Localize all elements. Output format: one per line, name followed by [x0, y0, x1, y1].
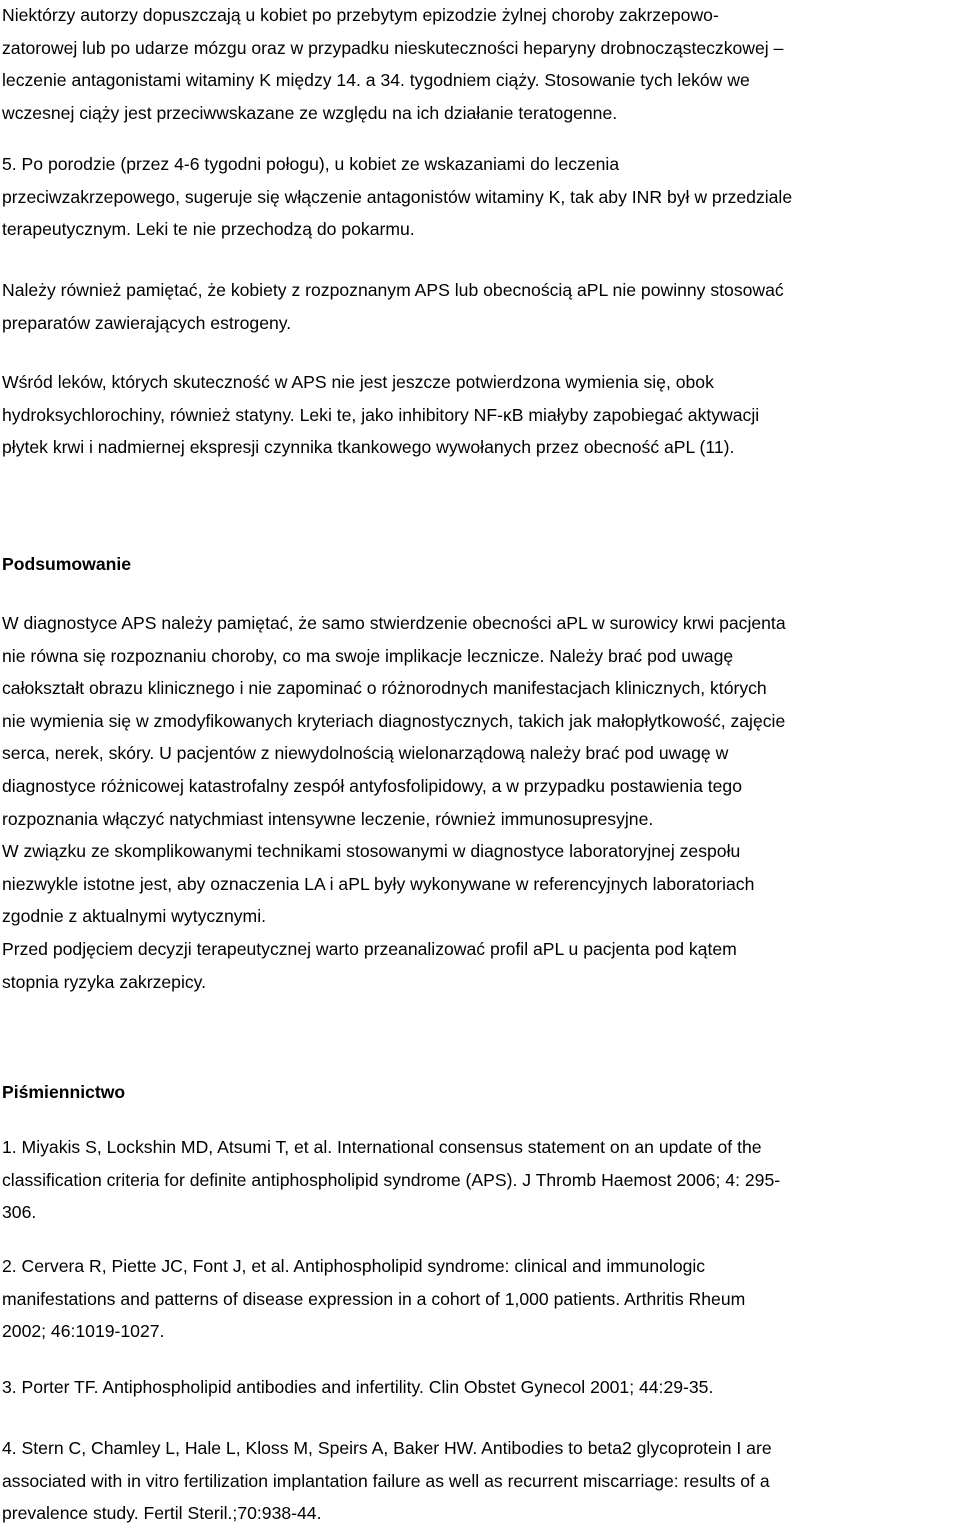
reference-line: 3. Porter TF. Antiphospholipid antibodies and infertility. Clin Obstet Gynecol 2001; 44:29-35. [2, 1377, 714, 1397]
text-line: Wśród leków, których skuteczność w APS nie jest jeszcze potwierdzona wymienia się, obok [2, 372, 714, 392]
reference-item [2, 1371, 713, 1404]
text-line: nie równa się rozpoznaniu choroby, co ma swoje implikacje lecznicze. Należy brać pod uwagę [2, 645, 734, 666]
paragraph-estrogens [2, 274, 784, 339]
reference-line: associated with in vitro fertilization implantation failure as well as recurrent miscarriage: results of a [2, 1470, 770, 1491]
paragraph-drugs [2, 366, 759, 464]
reference-line: prevalence study. Fertil Steril.;70:938-44. [2, 1503, 322, 1524]
text-line: W diagnostyce APS należy pamiętać, że samo stwierdzenie obecności aPL w surowicy krwi pacjenta [2, 613, 786, 633]
reference-item [2, 1432, 772, 1530]
text-line: Należy również pamiętać, że kobiety z rozpoznanym APS lub obecnością aPL nie powinny stosować [2, 280, 784, 300]
text-line: całokształt obrazu klinicznego i nie zapominać o różnorodnych manifestacjach klinicznych, których [2, 678, 767, 699]
reference-line: 1. Miyakis S, Lockshin MD, Atsumi T, et al. International consensus statement on an update of the [2, 1137, 762, 1157]
paragraph-intro [2, 0, 783, 129]
reference-line: classification criteria for definite antiphospholipid syndrome (APS). J Thromb Haemost 2006; 4: 295- [2, 1169, 781, 1190]
text-line: zgodnie z aktualnymi wytycznymi. [2, 906, 267, 927]
summary-heading: Podsumowanie [2, 554, 132, 574]
reference-line: 2. Cervera R, Piette JC, Font J, et al. Antiphospholipid syndrome: clinical and immunologic [2, 1256, 706, 1276]
text-line: hydroksychlorochiny, również statyny. Leki te, jako inhibitory NF-κB miałyby zapobiegać aktywacji [2, 404, 760, 425]
reference-item [2, 1250, 745, 1348]
text-line: rozpoznania włączyć natychmiast intensywne leczenie, również immunosupresyjne. [2, 808, 654, 829]
text-line: stopnia ryzyka zakrzepicy. [2, 971, 207, 992]
text-line: 5. Po porodzie (przez 4-6 tygodni połogu), u kobiet ze wskazaniami do leczenia [2, 154, 620, 174]
text-line: terapeutycznym. Leki te nie przechodzą do pokarmu. [2, 219, 415, 240]
paragraph-summary [2, 607, 786, 998]
reference-line: 306. [2, 1202, 37, 1223]
reference-item [2, 1131, 780, 1229]
text-line: W związku ze skomplikowanymi technikami stosowanymi w diagnostyce laboratoryjnej zespołu [2, 841, 741, 862]
references-heading: Piśmiennictwo [2, 1082, 126, 1102]
text-line: diagnostyce różnicowej katastrofalny zespół antyfosfolipidowy, a w przypadku postawienia tego [2, 775, 742, 796]
reference-line: 4. Stern C, Chamley L, Hale L, Kloss M, Speirs A, Baker HW. Antibodies to beta2 glycoprotein I are [2, 1438, 772, 1458]
text-line: zatorowej lub po udarze mózgu oraz w przypadku nieskuteczności heparyny drobnocząsteczkowej – [2, 37, 784, 58]
reference-line: manifestations and patterns of disease expression in a cohort of 1,000 patients. Arthritis Rheum [2, 1288, 746, 1309]
text-line: płytek krwi i nadmiernej ekspresji czynnika tkankowego wywołanych przez obecność aPL (11). [2, 437, 735, 458]
reference-line: 2002; 46:1019-1027. [2, 1321, 165, 1342]
text-line: przeciwzakrzepowego, sugeruje się włączenie antagonistów witaminy K, tak aby INR był w przedziale [2, 186, 793, 207]
text-line: nie wymienia się w zmodyfikowanych kryteriach diagnostycznych, takich jak małopłytkowość, zajęcie [2, 710, 786, 731]
text-line: wczesnej ciąży jest przeciwwskazane ze względu na ich działanie teratogenne. [2, 102, 618, 123]
text-line: Niektórzy autorzy dopuszczają u kobiet po przebytym epizodzie żylnej choroby zakrzepowo- [2, 5, 719, 25]
text-line: leczenie antagonistami witaminy K między 14. a 34. tygodniem ciąży. Stosowanie tych leków we [2, 70, 750, 91]
text-line: niezwykle istotne jest, aby oznaczenia LA i aPL były wykonywane w referencyjnych laboratoriach [2, 873, 755, 894]
paragraph-postpartum [2, 148, 792, 246]
text-line: serca, nerek, skóry. U pacjentów z niewydolnością wielonarządową należy brać pod uwagę w [2, 743, 729, 764]
text-line: Przed podjęciem decyzji terapeutycznej warto przeanalizować profil aPL u pacjenta pod kątem [2, 938, 737, 959]
text-line: preparatów zawierających estrogeny. [2, 312, 292, 333]
